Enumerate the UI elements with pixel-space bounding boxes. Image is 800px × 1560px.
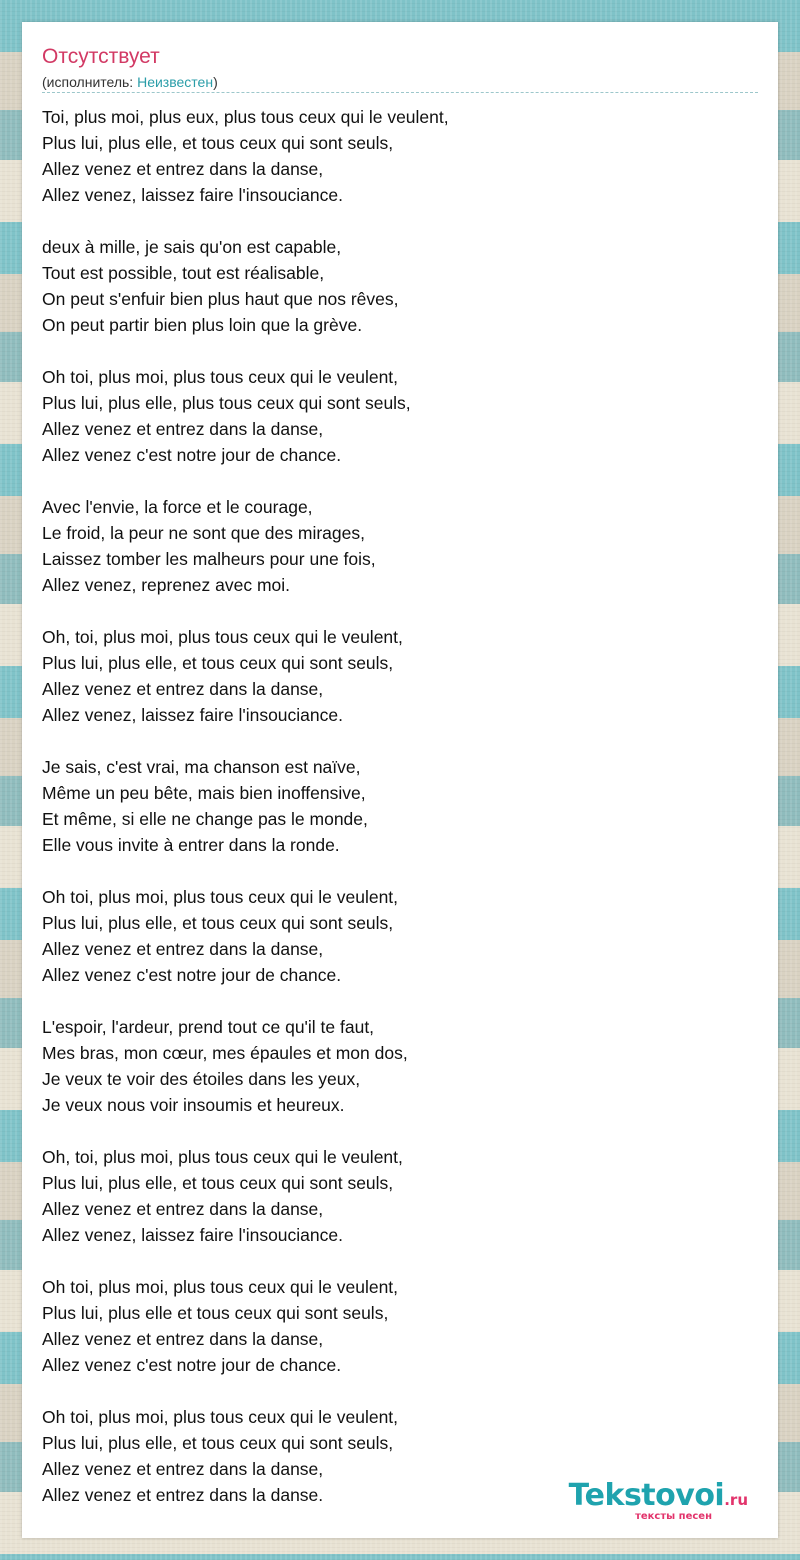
lyric-line: Je sais, c'est vrai, ma chanson est naïve, — [42, 757, 361, 777]
logo-tagline: тексты песен — [635, 1511, 712, 1522]
lyric-line: Oh toi, plus moi, plus tous ceux qui le veulent, — [42, 367, 399, 387]
lyric-line: Oh toi, plus moi, plus tous ceux qui le veulent, — [42, 1277, 399, 1297]
lyric-line: Plus lui, plus elle, et tous ceux qui sont seuls, — [42, 653, 394, 673]
lyric-line: Allez venez et entrez dans la danse. — [42, 1485, 324, 1505]
lyric-line: Allez venez, laissez faire l'insouciance. — [42, 1225, 343, 1245]
lyric-line: On peut partir bien plus loin que la grève. — [42, 315, 363, 335]
stanza — [42, 364, 758, 468]
lyric-line: Je veux nous voir insoumis et heureux. — [42, 1095, 345, 1115]
lyric-line: Oh toi, plus moi, plus tous ceux qui le veulent, — [42, 1407, 399, 1427]
lyric-line: Avec l'envie, la force et le courage, — [42, 497, 313, 517]
lyric-line: Allez venez c'est notre jour de chance. — [42, 965, 342, 985]
lyric-line: Je veux te voir des étoiles dans les yeux, — [42, 1069, 361, 1089]
lyrics-card — [22, 22, 778, 1538]
title-divider — [42, 92, 758, 93]
lyric-line: deux à mille, je sais qu'on est capable, — [42, 237, 342, 257]
performer-link[interactable]: Неизвестен — [137, 74, 214, 90]
song-title: Отсутствует — [42, 45, 160, 68]
stanza — [42, 1274, 758, 1378]
lyric-line: Plus lui, plus elle, et tous ceux qui sont seuls, — [42, 1433, 394, 1453]
lyric-line: Laissez tomber les malheurs pour une fois, — [42, 549, 376, 569]
lyric-line: Plus lui, plus elle, plus tous ceux qui sont seuls, — [42, 393, 411, 413]
performer-line — [42, 73, 218, 91]
lyrics-text — [42, 104, 758, 1508]
lyric-line: Même un peu bête, mais bien inoffensive, — [42, 783, 366, 803]
stanza — [42, 104, 758, 208]
lyric-line: Plus lui, plus elle, et tous ceux qui sont seuls, — [42, 913, 394, 933]
lyric-line: Plus lui, plus elle, et tous ceux qui sont seuls, — [42, 1173, 394, 1193]
lyric-line: Oh, toi, plus moi, plus tous ceux qui le veulent, — [42, 627, 403, 647]
lyric-line: Le froid, la peur ne sont que des mirages, — [42, 523, 365, 543]
stanza — [42, 1014, 758, 1118]
stanza — [42, 754, 758, 858]
lyric-line: Toi, plus moi, plus eux, plus tous ceux qui le veulent, — [42, 107, 449, 127]
stanza — [42, 1144, 758, 1248]
performer-prefix: (исполнитель: — [42, 74, 138, 90]
lyric-line: Oh toi, plus moi, plus tous ceux qui le veulent, — [42, 887, 399, 907]
stanza — [42, 494, 758, 598]
lyric-line: Allez venez et entrez dans la danse, — [42, 419, 324, 439]
stanza — [42, 234, 758, 338]
lyric-line: Plus lui, plus elle et tous ceux qui sont seuls, — [42, 1303, 389, 1323]
lyric-line: Allez venez et entrez dans la danse, — [42, 939, 324, 959]
logo-name: Tekstovoi — [568, 1478, 725, 1513]
lyric-line: Allez venez c'est notre jour de chance. — [42, 445, 342, 465]
lyric-line: Allez venez et entrez dans la danse, — [42, 1459, 324, 1479]
lyric-line: Allez venez, reprenez avec moi. — [42, 575, 291, 595]
logo-tld: .ru — [724, 1491, 748, 1509]
lyric-line: Allez venez, laissez faire l'insouciance. — [42, 705, 343, 725]
performer-suffix: ) — [213, 74, 218, 90]
site-logo[interactable] — [568, 1478, 748, 1522]
lyric-line: Allez venez et entrez dans la danse, — [42, 159, 324, 179]
lyric-line: Allez venez et entrez dans la danse, — [42, 1329, 324, 1349]
lyric-line: On peut s'enfuir bien plus haut que nos rêves, — [42, 289, 399, 309]
lyric-line: Mes bras, mon cœur, mes épaules et mon dos, — [42, 1043, 408, 1063]
lyric-line: L'espoir, l'ardeur, prend tout ce qu'il te faut, — [42, 1017, 375, 1037]
lyric-line: Allez venez et entrez dans la danse, — [42, 679, 324, 699]
lyric-line: Allez venez, laissez faire l'insouciance. — [42, 185, 343, 205]
lyric-line: Plus lui, plus elle, et tous ceux qui sont seuls, — [42, 133, 394, 153]
lyric-line: Allez venez et entrez dans la danse, — [42, 1199, 324, 1219]
lyric-line: Oh, toi, plus moi, plus tous ceux qui le veulent, — [42, 1147, 403, 1167]
lyric-line: Allez venez c'est notre jour de chance. — [42, 1355, 342, 1375]
stanza — [42, 624, 758, 728]
lyric-line: Elle vous invite à entrer dans la ronde. — [42, 835, 340, 855]
stanza — [42, 884, 758, 988]
lyric-line: Tout est possible, tout est réalisable, — [42, 263, 325, 283]
lyric-line: Et même, si elle ne change pas le monde, — [42, 809, 368, 829]
